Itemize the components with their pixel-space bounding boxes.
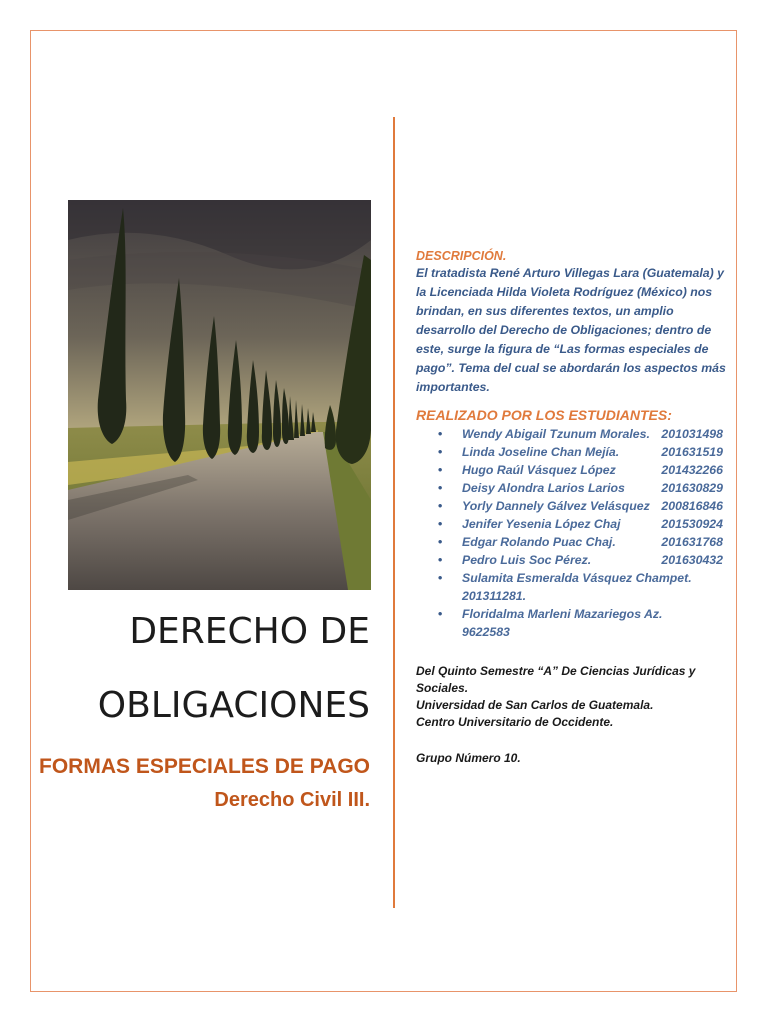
list-item	[438, 425, 726, 443]
document-title-line-2: OBLIGACIONES	[97, 685, 370, 726]
student-id: 201530924	[661, 517, 723, 531]
student-name: Yorly Dannely Gálvez Velásquez	[462, 499, 650, 513]
semester-line: Del Quinto Semestre “A” De Ciencias Jurídicas y Sociales.	[416, 664, 696, 695]
list-item	[438, 515, 726, 533]
list-item	[438, 443, 726, 461]
student-name: Hugo Raúl Vásquez López	[462, 463, 616, 477]
bullet-icon: •	[438, 481, 443, 495]
center-line: Centro Universitario de Occidente.	[416, 715, 614, 729]
list-item	[438, 569, 726, 605]
vertical-divider	[393, 117, 395, 908]
bullet-icon: •	[438, 499, 443, 513]
list-item	[438, 497, 726, 515]
student-id: 201311281.	[462, 589, 527, 603]
bullet-icon: •	[438, 517, 443, 531]
student-id: 201630432	[661, 553, 723, 567]
students-list	[416, 425, 726, 641]
details-column	[416, 249, 726, 767]
bullet-icon: •	[438, 553, 443, 567]
bullet-icon: •	[438, 427, 443, 441]
student-name: Pedro Luis Soc Pérez.	[462, 553, 592, 567]
bullet-icon: •	[438, 463, 443, 477]
bullet-icon: •	[438, 535, 443, 549]
cypress-road-photo-icon	[68, 200, 371, 590]
document-subtitle: FORMAS ESPECIALES DE PAGO	[39, 755, 370, 778]
student-name: Edgar Rolando Puac Chaj.	[462, 535, 616, 549]
student-id: 201631519	[661, 445, 723, 459]
group-line: Grupo Número 10.	[416, 751, 521, 765]
bullet-icon: •	[438, 607, 443, 621]
student-id: 201631768	[661, 535, 723, 549]
student-name: Sulamita Esmeralda Vásquez Champet.	[462, 571, 692, 585]
list-item	[438, 461, 726, 479]
list-item	[438, 533, 726, 551]
description-text: El tratadista René Arturo Villegas Lara (Guatemala) y la Licenciada Hilda Violeta Rodríguez (México) nos brindan, en sus diferentes textos, un amplio desarrollo del Derecho de Obligaciones; dentro de este, surge la figura de “Las formas especiales de pago”. Tema del cual se abordarán los aspectos más importantes.	[416, 266, 726, 394]
list-item	[438, 605, 726, 641]
bullet-icon: •	[438, 571, 443, 585]
description-heading: DESCRIPCIÓN.	[416, 249, 507, 263]
course-name: Derecho Civil III.	[214, 789, 370, 811]
student-id: 201432266	[661, 463, 723, 477]
student-id: 201031498	[661, 427, 723, 441]
university-line: Universidad de San Carlos de Guatemala.	[416, 698, 654, 712]
institution-info	[416, 663, 726, 767]
bullet-icon: •	[438, 445, 443, 459]
student-id: 9622583	[462, 625, 510, 639]
student-id: 201630829	[661, 481, 723, 495]
student-name: Deisy Alondra Larios Larios	[462, 481, 625, 495]
list-item	[438, 551, 726, 569]
student-name: Floridalma Marleni Mazariegos Az.	[462, 607, 663, 621]
document-title-line-1: DERECHO DE	[129, 611, 370, 652]
list-item	[438, 479, 726, 497]
student-id: 200816846	[661, 499, 723, 513]
student-name: Wendy Abigail Tzunum Morales.	[462, 427, 650, 441]
student-name: Linda Joseline Chan Mejía.	[462, 445, 620, 459]
students-heading: REALIZADO POR LOS ESTUDIANTES:	[416, 407, 672, 423]
student-name: Jenifer Yesenia López Chaj	[462, 517, 621, 531]
